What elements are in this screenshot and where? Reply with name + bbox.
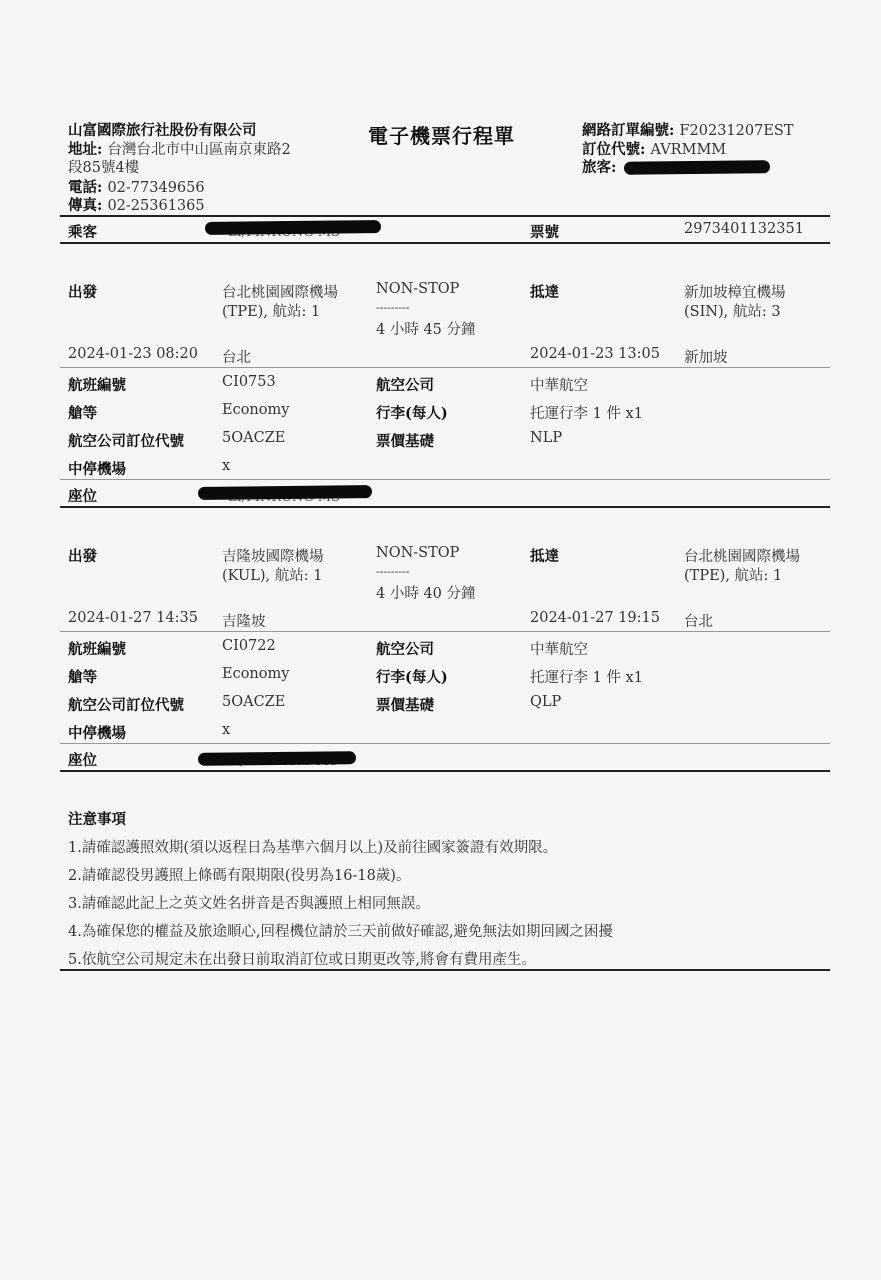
traveler-label: 旅客: bbox=[582, 159, 617, 176]
fax-label: 傳真: bbox=[68, 197, 103, 214]
passenger-label: 乘客 bbox=[68, 224, 97, 241]
divider bbox=[60, 631, 830, 632]
fax-value: 02-25361365 bbox=[107, 198, 205, 214]
traveler-redaction bbox=[624, 160, 770, 175]
depart-city: 吉隆坡 bbox=[222, 614, 266, 630]
airline-pnr: 5OACZE bbox=[222, 694, 286, 710]
depart-datetime: 2024-01-27 14:35 bbox=[68, 610, 198, 626]
baggage: 托運行李 1 件 x1 bbox=[530, 406, 643, 422]
baggage-label: 行李(每人) bbox=[376, 405, 448, 422]
flight-no: CI0753 bbox=[222, 374, 276, 390]
phone-label: 電話: bbox=[68, 179, 103, 196]
depart-airport-line1: 吉隆坡國際機場 bbox=[222, 549, 324, 565]
stopover: x bbox=[222, 458, 231, 474]
fare-basis-label: 票價基礎 bbox=[376, 433, 434, 450]
passenger-redaction bbox=[205, 220, 381, 235]
note-item: 2.請確認役男護照上條碼有限期限(役男為16-18歲)。 bbox=[68, 868, 411, 884]
note-item: 1.請確認護照效期(須以返程日為基準六個月以上)及前往國家簽證有效期限。 bbox=[68, 840, 558, 856]
order-number bbox=[582, 119, 794, 140]
cabin: Economy bbox=[222, 402, 290, 418]
note-item: 5.依航空公司規定未在出發日前取消訂位或日期更改等,將會有費用產生。 bbox=[68, 952, 536, 968]
arrive-datetime: 2024-01-27 19:15 bbox=[530, 610, 660, 626]
company-name: 山富國際旅行社股份有限公司 bbox=[68, 122, 257, 139]
divider bbox=[60, 506, 830, 508]
arrive-city: 新加坡 bbox=[684, 350, 728, 366]
cabin-label: 艙等 bbox=[68, 405, 97, 422]
divider bbox=[60, 215, 830, 217]
order-value: F20231207EST bbox=[679, 123, 794, 139]
stopover-label: 中停機場 bbox=[68, 461, 126, 478]
ticket-number: 2973401132351 bbox=[684, 221, 804, 237]
note-item: 3.請確認此記上之英文姓名拼音是否與護照上相同無誤。 bbox=[68, 896, 430, 912]
airline-label: 航空公司 bbox=[376, 377, 434, 394]
address-line1: 台灣台北市中山區南京東路2 bbox=[107, 142, 291, 158]
arrive-airport-line2: (TPE), 航站: 1 bbox=[684, 568, 783, 584]
seat-label: 座位 bbox=[68, 752, 97, 769]
airline: 中華航空 bbox=[530, 642, 588, 658]
depart-label: 出發 bbox=[68, 548, 97, 565]
notes-heading: 注意事項 bbox=[68, 811, 126, 828]
airline-pnr-label: 航空公司訂位代號 bbox=[68, 433, 184, 450]
depart-airport-line2: (TPE), 航站: 1 bbox=[222, 304, 321, 320]
flight-duration: 4 小時 40 分鐘 bbox=[376, 586, 476, 602]
airline: 中華航空 bbox=[530, 378, 588, 394]
fare-basis: NLP bbox=[530, 430, 563, 446]
phone-value: 02-77349656 bbox=[107, 180, 205, 196]
airline-label: 航空公司 bbox=[376, 641, 434, 658]
pnr-label: 訂位代號: bbox=[582, 141, 646, 158]
seat-redaction bbox=[198, 751, 356, 766]
stop-type: NON-STOP bbox=[376, 281, 460, 297]
arrive-label: 抵達 bbox=[530, 284, 559, 301]
separator-dashes: --------- bbox=[376, 565, 410, 578]
divider bbox=[60, 770, 830, 772]
depart-city: 台北 bbox=[222, 350, 251, 366]
baggage-label: 行李(每人) bbox=[376, 669, 448, 686]
airline-pnr: 5OACZE bbox=[222, 430, 286, 446]
flight-no-label: 航班編號 bbox=[68, 377, 126, 394]
seat-label: 座位 bbox=[68, 488, 97, 505]
divider bbox=[60, 242, 830, 244]
airline-pnr-label: 航空公司訂位代號 bbox=[68, 697, 184, 714]
arrive-city: 台北 bbox=[684, 614, 713, 630]
fare-basis: QLP bbox=[530, 694, 562, 710]
divider bbox=[60, 743, 830, 744]
arrive-datetime: 2024-01-23 13:05 bbox=[530, 346, 660, 362]
depart-airport-line2: (KUL), 航站: 1 bbox=[222, 568, 323, 584]
baggage: 托運行李 1 件 x1 bbox=[530, 670, 643, 686]
separator-dashes: --------- bbox=[376, 301, 410, 314]
flight-duration: 4 小時 45 分鐘 bbox=[376, 322, 476, 338]
stopover-label: 中停機場 bbox=[68, 725, 126, 742]
traveler bbox=[582, 156, 616, 177]
ticket-label: 票號 bbox=[530, 224, 559, 241]
cabin: Economy bbox=[222, 666, 290, 682]
stopover: x bbox=[222, 722, 231, 738]
address-label: 地址: bbox=[68, 141, 103, 158]
cabin-label: 艙等 bbox=[68, 669, 97, 686]
divider bbox=[60, 479, 830, 480]
fare-basis-label: 票價基礎 bbox=[376, 697, 434, 714]
stop-type: NON-STOP bbox=[376, 545, 460, 561]
pnr-value: AVRMMM bbox=[650, 142, 727, 158]
flight-no: CI0722 bbox=[222, 638, 276, 654]
seat-redaction bbox=[198, 485, 372, 500]
depart-airport-line1: 台北桃園國際機場 bbox=[222, 285, 338, 301]
arrive-airport-line1: 新加坡樟宜機場 bbox=[684, 285, 786, 301]
arrive-airport-line1: 台北桃園國際機場 bbox=[684, 549, 800, 565]
flight-no-label: 航班編號 bbox=[68, 641, 126, 658]
company-fax bbox=[68, 194, 205, 215]
depart-datetime: 2024-01-23 08:20 bbox=[68, 346, 198, 362]
divider bbox=[60, 367, 830, 368]
order-label: 網路訂單編號: bbox=[582, 122, 675, 139]
document-title: 電子機票行程單 bbox=[368, 124, 515, 148]
depart-label: 出發 bbox=[68, 284, 97, 301]
address-line2: 段85號4樓 bbox=[68, 160, 140, 176]
note-item: 4.為確保您的權益及旅途順心,回程機位請於三天前做好確認,避免無法如期回國之困擾 bbox=[68, 924, 614, 940]
arrive-airport-line2: (SIN), 航站: 3 bbox=[684, 304, 781, 320]
divider bbox=[60, 969, 830, 971]
arrive-label: 抵達 bbox=[530, 548, 559, 565]
